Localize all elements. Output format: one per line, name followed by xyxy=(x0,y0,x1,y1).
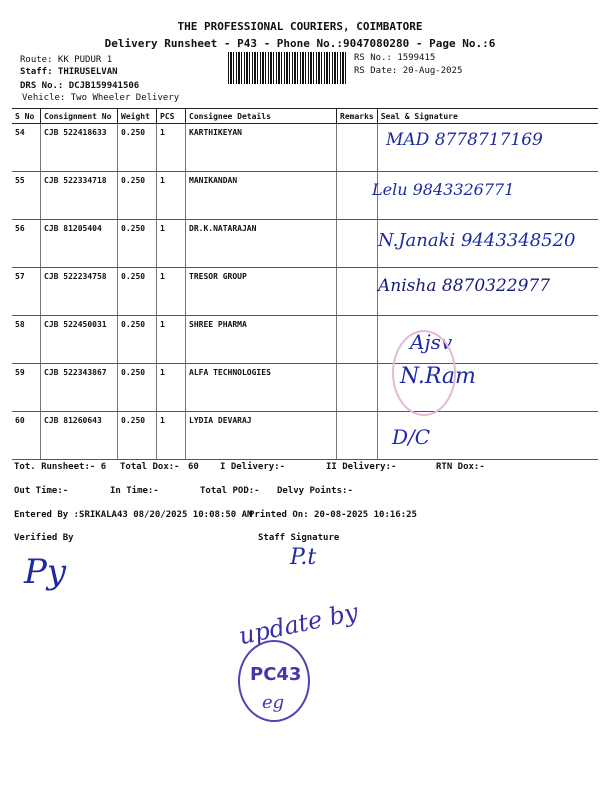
cell-weight: 0.250 xyxy=(118,364,157,412)
cell-pcs: 1 xyxy=(157,268,186,316)
cell-sno: 58 xyxy=(12,316,41,364)
cell-sno: 57 xyxy=(12,268,41,316)
cell-pcs: 1 xyxy=(157,316,186,364)
cell-remarks xyxy=(337,268,378,316)
rs-date: RS Date: 20-Aug-2025 xyxy=(354,66,463,76)
cell-weight: 0.250 xyxy=(118,316,157,364)
cell-remarks xyxy=(337,364,378,412)
cell-consignment-no: CJB 522234758 xyxy=(41,268,118,316)
i-delivery: I Delivery:- xyxy=(220,462,286,472)
rtn-dox: RTN Dox:- xyxy=(436,462,485,472)
cell-consignee: KARTHIKEYAN xyxy=(186,124,337,172)
cell-pcs: 1 xyxy=(157,172,186,220)
cell-weight: 0.250 xyxy=(118,412,157,460)
col-seal-signature: Seal & Signature xyxy=(377,109,598,124)
cell-sno: 54 xyxy=(12,124,41,172)
signature-row-58: Ajsv xyxy=(410,330,453,354)
signature-row-60: D/C xyxy=(392,425,431,449)
drs-number: DRS No.: DCJB159941506 xyxy=(20,81,140,91)
cell-remarks xyxy=(337,316,378,364)
verified-signature: Py xyxy=(24,552,67,592)
cell-weight: 0.250 xyxy=(118,268,157,316)
update-by-note: update by xyxy=(236,597,361,651)
table-row xyxy=(12,412,598,460)
signature-row-57: Anisha 8870322977 xyxy=(378,276,551,296)
cell-sno: 56 xyxy=(12,220,41,268)
cell-consignee: DR.K.NATARAJAN xyxy=(186,220,337,268)
col-pcs: PCS xyxy=(157,109,186,124)
signature-row-54: MAD 8778717169 xyxy=(386,130,543,150)
staff: Staff: THIRUSELVAN xyxy=(20,67,118,77)
signature-row-59: N.Ram xyxy=(400,364,476,389)
cell-consignment-no: CJB 522418633 xyxy=(41,124,118,172)
staff-signature: P.t xyxy=(290,545,317,570)
delvy-points: Delvy Points:- xyxy=(277,486,353,496)
total-dox-label: Total Dox:- xyxy=(120,462,180,472)
rs-number: RS No.: 1599415 xyxy=(354,53,436,63)
staff-signature-label: Staff Signature xyxy=(258,533,340,543)
entered-by: Entered By :SRIKALA43 08/20/2025 10:08:50 AM xyxy=(14,510,253,520)
cell-sno: 60 xyxy=(12,412,41,460)
cell-remarks xyxy=(337,220,378,268)
in-time: In Time:- xyxy=(110,486,159,496)
document-subtitle: Delivery Runsheet - P43 - Phone No.:9047080280 - Page No.:6 xyxy=(104,37,496,50)
total-runsheet: Tot. Runsheet:- 6 xyxy=(14,462,107,472)
cell-consignee: TRESOR GROUP xyxy=(186,268,337,316)
cell-consignee: SHREE PHARMA xyxy=(186,316,337,364)
col-consignee: Consignee Details xyxy=(186,109,337,124)
faint-seal-stamp xyxy=(392,330,456,416)
total-pod: Total POD:- xyxy=(200,486,260,496)
barcode xyxy=(228,52,348,84)
total-dox-value: 60 xyxy=(188,462,199,472)
route: Route: KK PUDUR 1 xyxy=(20,55,113,65)
table-row xyxy=(12,316,598,364)
cell-consignee: LYDIA DEVARAJ xyxy=(186,412,337,460)
cell-pcs: 1 xyxy=(157,220,186,268)
printed-on: Printed On: 20-08-2025 10:16:25 xyxy=(249,510,417,520)
cell-consignment-no: CJB 522343867 xyxy=(41,364,118,412)
cell-pcs: 1 xyxy=(157,412,186,460)
cell-consignment-no: CJB 522334718 xyxy=(41,172,118,220)
cell-remarks xyxy=(337,412,378,460)
cell-remarks xyxy=(337,124,378,172)
cell-consignment-no: CJB 81205404 xyxy=(41,220,118,268)
col-consignment: Consignment No xyxy=(41,109,118,124)
ii-delivery: II Delivery:- xyxy=(326,462,397,472)
cell-consignee: MANIKANDAN xyxy=(186,172,337,220)
col-weight: Weight xyxy=(118,109,157,124)
cell-sno: 59 xyxy=(12,364,41,412)
document-title: THE PROFESSIONAL COURIERS, COIMBATORE xyxy=(177,20,423,33)
signature-row-55: Lelu 9843326771 xyxy=(372,180,515,199)
cell-weight: 0.250 xyxy=(118,124,157,172)
verified-by: Verified By xyxy=(14,533,74,543)
col-sno: S No xyxy=(12,109,41,124)
cell-weight: 0.250 xyxy=(118,172,157,220)
signature-row-56: N.Janaki 9443348520 xyxy=(378,230,576,251)
cell-weight: 0.250 xyxy=(118,220,157,268)
cell-consignment-no: CJB 522450031 xyxy=(41,316,118,364)
out-time: Out Time:- xyxy=(14,486,69,496)
stamp-signature: eg xyxy=(262,692,285,713)
col-remarks: Remarks xyxy=(337,109,378,124)
cell-sno: 55 xyxy=(12,172,41,220)
cell-pcs: 1 xyxy=(157,364,186,412)
cell-consignment-no: CJB 81260643 xyxy=(41,412,118,460)
pc43-stamp-text: PC43 xyxy=(250,664,302,685)
cell-pcs: 1 xyxy=(157,124,186,172)
table-row xyxy=(12,364,598,412)
cell-consignee: ALFA TECHNOLOGIES xyxy=(186,364,337,412)
vehicle: Vehicle: Two Wheeler Delivery xyxy=(22,93,180,103)
